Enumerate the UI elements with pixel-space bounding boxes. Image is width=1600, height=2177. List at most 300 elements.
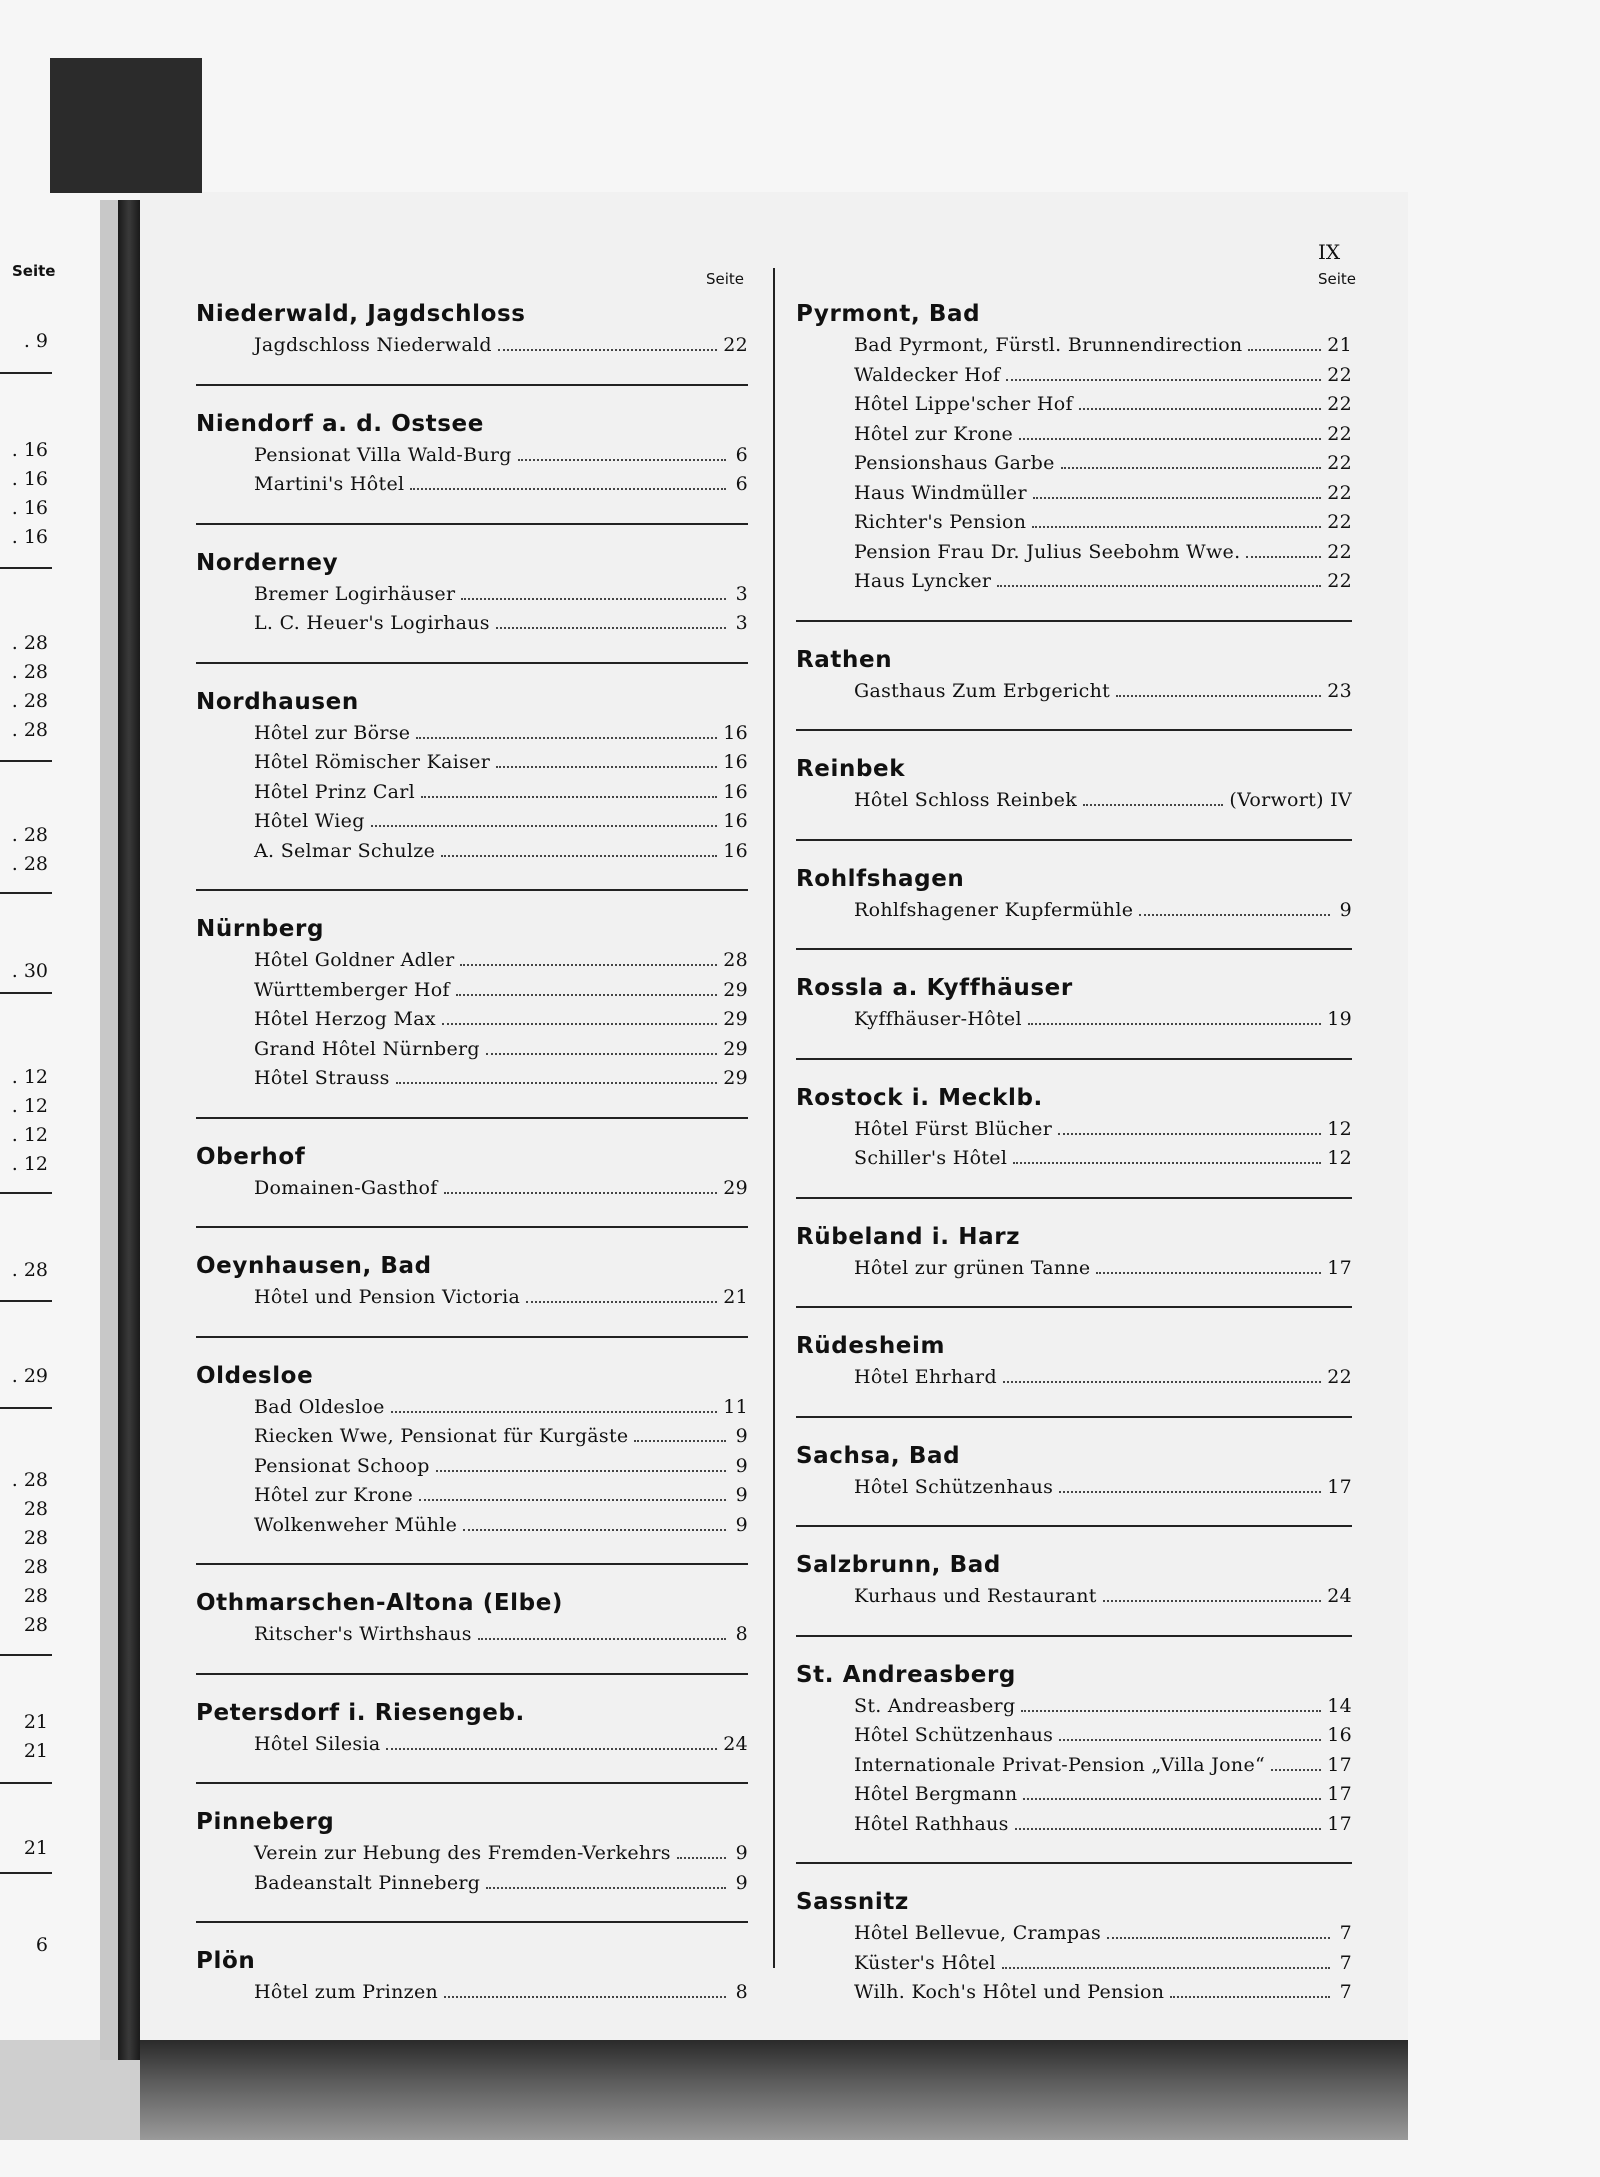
dot-leader — [526, 1301, 717, 1303]
page-ref: 23 — [1327, 679, 1352, 702]
hotel-name: Hôtel Goldner Adler — [254, 949, 455, 971]
section-rule — [196, 1782, 748, 1784]
hotel-name: Internationale Privat-Pension „Villa Jone“ — [854, 1753, 1265, 1776]
page-ref: 21 — [723, 1286, 748, 1308]
town-section — [796, 1551, 1352, 1637]
town-section — [196, 1143, 748, 1229]
hotel-name: Hôtel Strauss — [254, 1067, 390, 1089]
hotel-name: Haus Windmüller — [854, 481, 1027, 504]
page-ref: 8 — [735, 1623, 748, 1645]
page-ref: 22 — [1327, 452, 1352, 474]
hotel-entry — [254, 751, 748, 781]
section-rule — [196, 1336, 748, 1338]
left-page-number: . 30 — [11, 960, 48, 982]
left-page-rule — [0, 1300, 52, 1302]
hotel-name: Bremer Logirhäuser — [254, 582, 456, 605]
dot-leader — [1021, 1710, 1321, 1712]
page-ref: 9 — [735, 1871, 748, 1894]
hotel-name: Hôtel Schloss Reinbek — [854, 789, 1078, 811]
hotel-entry — [254, 1286, 748, 1316]
left-page-number: 6 — [35, 1934, 48, 1956]
page-ref: (Vorwort) IV — [1229, 789, 1352, 811]
hotel-list — [796, 1695, 1352, 1843]
dot-leader — [442, 1023, 717, 1025]
dot-leader — [1058, 1133, 1321, 1135]
hotel-name: Riecken Wwe, Pensionat für Kurgäste — [254, 1425, 629, 1447]
hotel-entry — [854, 452, 1352, 482]
hotel-list — [196, 1842, 748, 1901]
hotel-entry — [254, 949, 748, 979]
dot-leader — [396, 1082, 718, 1084]
hotel-entry — [254, 810, 748, 840]
hotel-entry — [854, 482, 1352, 512]
town-section — [196, 1362, 748, 1566]
town-section — [196, 915, 748, 1119]
hotel-list — [796, 1922, 1352, 2011]
town-section — [796, 300, 1352, 622]
left-page-number: . 28 — [11, 632, 48, 654]
column-header-right: Seite — [1318, 270, 1357, 288]
dot-leader — [391, 1411, 718, 1413]
town-section — [796, 1084, 1352, 1199]
page-ref: 3 — [735, 582, 748, 605]
hotel-entry — [854, 1147, 1352, 1177]
hotel-name: L. C. Heuer's Logirhaus — [254, 612, 490, 634]
hotel-list — [796, 1257, 1352, 1287]
hotel-entry — [254, 583, 748, 613]
left-page-number: 28 — [23, 1585, 48, 1607]
section-rule — [796, 729, 1352, 731]
page-ref: 9 — [735, 1513, 748, 1536]
town-heading: Rathen — [796, 646, 893, 673]
town-heading: Rüdesheim — [796, 1333, 946, 1359]
hotel-entry — [254, 1425, 748, 1455]
hotel-entry — [254, 1623, 748, 1653]
dot-leader — [1033, 497, 1321, 499]
hotel-entry — [854, 1366, 1352, 1396]
section-rule — [796, 1525, 1352, 1527]
hotel-name: Hôtel Bergmann — [854, 1783, 1018, 1805]
town-heading: Nordhausen — [196, 688, 359, 715]
hotel-entry — [854, 541, 1352, 571]
section-rule — [196, 523, 748, 525]
hotel-name: Ritscher's Wirthshaus — [254, 1623, 472, 1645]
dot-leader — [1139, 914, 1330, 916]
dot-leader — [1248, 349, 1321, 351]
left-page-rule — [0, 1782, 52, 1784]
hotel-list — [796, 1476, 1352, 1506]
page-ref: 17 — [1327, 1475, 1352, 1498]
dot-leader — [461, 598, 726, 600]
town-section — [196, 688, 748, 892]
hotel-list — [196, 583, 748, 642]
page-ref: 17 — [1327, 1753, 1352, 1776]
left-page-number: . 16 — [11, 468, 48, 490]
dot-leader — [486, 1887, 726, 1889]
left-page-number: . 12 — [11, 1153, 48, 1175]
page-ref: 22 — [1327, 1366, 1352, 1388]
hotel-list — [196, 722, 748, 870]
hotel-entry — [254, 1396, 748, 1426]
page-ref: 22 — [1327, 393, 1352, 415]
hotel-name: Pensionat Schoop — [254, 1454, 430, 1477]
left-page-header: Seite — [12, 262, 56, 280]
hotel-name: Pensionat Villa Wald-Burg — [254, 443, 512, 466]
dot-leader — [1079, 408, 1321, 410]
page-ref: 9 — [735, 1842, 748, 1864]
hotel-name: Hôtel zur Krone — [854, 422, 1014, 445]
town-section — [196, 1699, 748, 1785]
dot-leader — [460, 964, 717, 966]
hotel-name: Hôtel zum Prinzen — [254, 1981, 439, 2003]
hotel-entry — [854, 1008, 1352, 1038]
hotel-name: Hôtel und Pension Victoria — [254, 1286, 521, 1308]
hotel-name: Hôtel Schützenhaus — [854, 1724, 1054, 1746]
dot-leader — [371, 825, 718, 827]
dot-leader — [498, 349, 717, 351]
page-ref: 14 — [1327, 1694, 1352, 1717]
hotel-entry — [854, 1754, 1352, 1784]
page-ref: 29 — [723, 1067, 748, 1089]
column-divider — [773, 268, 775, 1968]
town-heading: Plön — [196, 1948, 256, 1974]
dot-leader — [634, 1440, 726, 1442]
hotel-entry — [254, 840, 748, 870]
hotel-entry — [854, 1257, 1352, 1287]
hotel-name: Wolkenweher Mühle — [254, 1513, 458, 1536]
hotel-entry — [254, 1038, 748, 1068]
hotel-list — [796, 1118, 1352, 1177]
hotel-list — [196, 1286, 748, 1316]
dot-leader — [1006, 379, 1321, 381]
hotel-list — [796, 789, 1352, 819]
left-page-number: . 28 — [11, 1469, 48, 1491]
section-rule — [796, 839, 1352, 841]
hotel-entry — [254, 1455, 748, 1485]
page-ref: 6 — [735, 473, 748, 495]
hotel-name: Rohlfshagener Kupfermühle — [854, 898, 1134, 921]
dot-leader — [1170, 1996, 1330, 1998]
dot-leader — [1002, 1967, 1330, 1969]
section-rule — [796, 1306, 1352, 1308]
hotel-entry — [854, 1922, 1352, 1952]
left-page-number: . 16 — [11, 497, 48, 519]
hotel-list — [196, 1623, 748, 1653]
page-ref: 22 — [1327, 363, 1352, 386]
dot-leader — [1271, 1769, 1321, 1771]
hotel-entry — [254, 1733, 748, 1763]
hotel-entry — [854, 789, 1352, 819]
hotel-name: Württemberger Hof — [254, 978, 450, 1001]
page-number: IX — [1318, 240, 1341, 264]
town-heading: Salzbrunn, Bad — [796, 1552, 1001, 1578]
town-section — [796, 1223, 1352, 1309]
hotel-entry — [254, 1981, 748, 2011]
town-section — [196, 549, 748, 664]
hotel-name: Gasthaus Zum Erbgericht — [854, 679, 1111, 702]
left-page-number: . 28 — [11, 661, 48, 683]
left-page-number: 21 — [23, 1711, 48, 1733]
page-ref: 9 — [735, 1454, 748, 1477]
town-heading: Sachsa, Bad — [796, 1442, 961, 1469]
hotel-entry — [854, 899, 1352, 929]
dot-leader — [1103, 1600, 1321, 1602]
dot-leader — [496, 627, 726, 629]
dot-leader — [1246, 556, 1321, 558]
page-ref: 22 — [1327, 422, 1352, 445]
left-page-rule — [0, 1407, 52, 1409]
dot-leader — [444, 1192, 718, 1194]
hotel-name: Kyffhäuser-Hôtel — [854, 1008, 1022, 1030]
hotel-name: St. Andreasberg — [854, 1694, 1016, 1717]
section-rule — [196, 889, 748, 891]
dot-leader — [486, 1053, 717, 1055]
hotel-list — [796, 1366, 1352, 1396]
section-rule — [796, 1058, 1352, 1060]
hotel-name: Bad Oldesloe — [254, 1395, 385, 1418]
page-ref: 29 — [723, 978, 748, 1001]
hotel-entry — [854, 364, 1352, 394]
section-rule — [796, 1197, 1352, 1199]
left-page-number: . 28 — [11, 853, 48, 875]
hotel-name: Verein zur Hebung des Fremden-Verkehrs — [254, 1842, 671, 1864]
town-heading: Rossla a. Kyffhäuser — [796, 975, 1073, 1001]
hotel-name: Hôtel Herzog Max — [254, 1008, 436, 1030]
dot-leader — [410, 488, 726, 490]
left-page-rule — [0, 892, 52, 894]
page-ref: 29 — [723, 1008, 748, 1030]
dot-leader — [1096, 1272, 1321, 1274]
hotel-entry — [854, 570, 1352, 600]
hotel-entry — [254, 781, 748, 811]
hotel-name: Hôtel Schützenhaus — [854, 1475, 1054, 1498]
hotel-name: Martini's Hôtel — [254, 473, 405, 495]
left-page-number: . 16 — [11, 526, 48, 548]
hotel-entry — [254, 1067, 748, 1097]
dot-leader — [1107, 1937, 1330, 1939]
town-heading: Niederwald, Jagdschloss — [196, 301, 526, 327]
hotel-list — [796, 334, 1352, 600]
section-rule — [196, 1673, 748, 1675]
hotel-name: Hôtel Lippe'scher Hof — [854, 393, 1073, 415]
hotel-entry — [854, 1783, 1352, 1813]
town-section — [196, 1947, 748, 2011]
book-spine — [118, 200, 140, 2060]
section-rule — [796, 948, 1352, 950]
section-rule — [796, 620, 1352, 622]
section-rule — [196, 1563, 748, 1565]
town-heading: Rohlfshagen — [796, 865, 965, 892]
left-page-number: 28 — [23, 1556, 48, 1578]
dot-leader — [997, 585, 1321, 587]
left-column — [196, 300, 748, 2011]
hotel-name: Kurhaus und Restaurant — [854, 1585, 1097, 1607]
dot-leader — [1019, 438, 1321, 440]
page-ref: 29 — [723, 1037, 748, 1060]
page-ref: 7 — [1339, 1922, 1352, 1944]
dot-leader — [1015, 1828, 1322, 1830]
page-ref: 16 — [723, 810, 748, 832]
dot-leader — [1032, 526, 1321, 528]
hotel-list — [196, 1981, 748, 2011]
hotel-name: Bad Pyrmont, Fürstl. Brunnendirection — [854, 334, 1243, 356]
left-page-number: . 28 — [11, 824, 48, 846]
dot-leader — [444, 1996, 726, 1998]
hotel-name: Schiller's Hôtel — [854, 1147, 1008, 1169]
hotel-name: Domainen-Gasthof — [254, 1176, 438, 1199]
page-ref: 22 — [1327, 540, 1352, 563]
hotel-entry — [854, 423, 1352, 453]
page-ref: 24 — [723, 1732, 748, 1755]
hotel-name: Hôtel Fürst Blücher — [854, 1117, 1053, 1140]
town-heading: Oeynhausen, Bad — [196, 1253, 432, 1279]
dot-leader — [456, 994, 717, 996]
hotel-name: Hôtel Prinz Carl — [254, 780, 416, 803]
hotel-entry — [254, 473, 748, 503]
left-page-rule — [0, 1872, 52, 1874]
left-page-number: 28 — [23, 1498, 48, 1520]
town-section — [196, 1808, 748, 1923]
town-heading: Petersdorf i. Riesengeb. — [196, 1699, 525, 1726]
town-heading: Pyrmont, Bad — [796, 301, 981, 327]
page-ref: 29 — [723, 1176, 748, 1199]
left-page-number: 28 — [23, 1527, 48, 1549]
page-ref: 8 — [735, 1981, 748, 2003]
page-ref: 24 — [1327, 1585, 1352, 1607]
page-ref: 19 — [1327, 1008, 1352, 1030]
hotel-entry — [854, 680, 1352, 710]
hotel-name: Wilh. Koch's Hôtel und Pension — [854, 1981, 1165, 2003]
hotel-list — [196, 1396, 748, 1544]
page-ref: 7 — [1339, 1981, 1352, 2003]
hotel-entry — [854, 1476, 1352, 1506]
hotel-entry — [254, 1484, 748, 1514]
page-ref: 3 — [735, 612, 748, 634]
hotel-name: Hôtel zur grünen Tanne — [854, 1256, 1091, 1279]
hotel-name: Hôtel Rathhaus — [854, 1812, 1009, 1835]
dot-leader — [518, 459, 726, 461]
left-page-number: . 28 — [11, 719, 48, 741]
dot-leader — [419, 1499, 726, 1501]
town-section — [796, 1888, 1352, 2011]
town-section — [196, 1589, 748, 1675]
left-page-rule — [0, 1192, 52, 1194]
left-page-number: . 16 — [11, 439, 48, 461]
hotel-name: Hôtel Römischer Kaiser — [254, 751, 491, 773]
hotel-entry — [854, 1695, 1352, 1725]
page-ref: 17 — [1327, 1812, 1352, 1835]
hotel-list — [196, 949, 748, 1097]
town-section — [196, 410, 748, 525]
hotel-entry — [854, 1952, 1352, 1982]
dot-leader — [386, 1748, 717, 1750]
hotel-list — [196, 1177, 748, 1207]
dot-leader — [421, 796, 717, 798]
hotel-name: Pensionshaus Garbe — [854, 452, 1055, 474]
town-heading: St. Andreasberg — [796, 1661, 1016, 1688]
town-heading: Oberhof — [196, 1143, 306, 1170]
page-ref: 9 — [1339, 898, 1352, 921]
dot-leader — [677, 1857, 726, 1859]
left-page-number: 21 — [23, 1837, 48, 1859]
left-page-fragment — [0, 192, 56, 1992]
page-ref: 17 — [1327, 1256, 1352, 1279]
page-ref: 17 — [1327, 1783, 1352, 1805]
hotel-name: Grand Hôtel Nürnberg — [254, 1037, 480, 1060]
dot-leader — [1116, 695, 1321, 697]
page-ref: 16 — [723, 751, 748, 773]
page-ref: 16 — [723, 839, 748, 862]
town-heading: Othmarschen-Altona (Elbe) — [196, 1590, 564, 1616]
dot-leader — [1059, 1491, 1321, 1493]
hotel-entry — [254, 1008, 748, 1038]
hotel-list — [796, 1585, 1352, 1615]
dot-leader — [441, 855, 717, 857]
left-page-number: . 12 — [11, 1095, 48, 1117]
town-heading: Norderney — [196, 549, 339, 576]
page-ref: 12 — [1327, 1147, 1352, 1169]
hotel-entry — [854, 511, 1352, 541]
left-page-number: . 28 — [11, 1259, 48, 1281]
hotel-name: Hôtel zur Krone — [254, 1484, 414, 1506]
hotel-entry — [854, 334, 1352, 364]
hotel-name: Hôtel Ehrhard — [854, 1366, 997, 1388]
left-page-number: . 12 — [11, 1066, 48, 1088]
dot-leader — [1003, 1381, 1321, 1383]
left-page-number: . 9 — [23, 330, 48, 352]
left-page-number: 28 — [23, 1614, 48, 1636]
town-heading: Sassnitz — [796, 1889, 909, 1915]
town-heading: Reinbek — [796, 756, 906, 782]
hotel-name: Hôtel Silesia — [254, 1732, 381, 1755]
hotel-name: Waldecker Hof — [854, 363, 1001, 386]
town-heading: Pinneberg — [196, 1809, 335, 1835]
hotel-list — [796, 899, 1352, 929]
town-heading: Rostock i. Mecklb. — [796, 1084, 1043, 1111]
hotel-entry — [854, 1585, 1352, 1615]
town-section — [796, 974, 1352, 1060]
left-page-rule — [0, 567, 52, 569]
town-heading: Niendorf a. d. Ostsee — [196, 410, 484, 437]
hotel-name: Hôtel Bellevue, Crampas — [854, 1922, 1102, 1944]
town-section — [796, 1442, 1352, 1528]
left-page-number: 21 — [23, 1740, 48, 1762]
dot-leader — [463, 1529, 726, 1531]
hotel-list — [196, 334, 748, 364]
hotel-list — [196, 444, 748, 503]
hotel-list — [796, 1008, 1352, 1038]
hotel-entry — [254, 1177, 748, 1207]
hotel-entry — [254, 979, 748, 1009]
dot-leader — [1028, 1023, 1321, 1025]
page-ref: 28 — [723, 949, 748, 971]
hotel-name: Hôtel zur Börse — [254, 721, 411, 744]
left-page-rule — [0, 760, 52, 762]
hotel-name: Hôtel Wieg — [254, 810, 365, 832]
hotel-entry — [254, 1514, 748, 1544]
town-section — [796, 1661, 1352, 1865]
section-rule — [196, 1921, 748, 1923]
page-ref: 16 — [1327, 1724, 1352, 1746]
section-rule — [196, 1117, 748, 1119]
town-heading: Rübeland i. Harz — [796, 1223, 1021, 1250]
section-rule — [796, 1862, 1352, 1864]
page-ref: 21 — [1327, 334, 1352, 356]
hotel-name: Richter's Pension — [854, 511, 1027, 533]
left-page-rule — [0, 1654, 52, 1656]
hotel-list — [796, 680, 1352, 710]
page-gutter — [100, 200, 118, 2060]
